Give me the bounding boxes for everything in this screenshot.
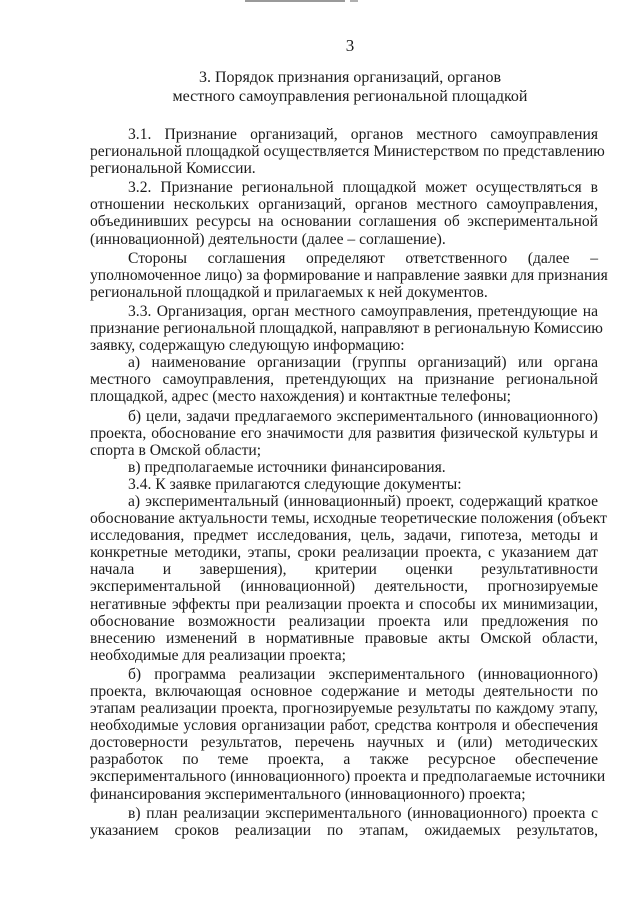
paragraph-3-3-a [90,354,598,405]
text-line: а) экспериментальный (инновационный) проект, содержащий краткое [128,492,598,510]
paragraph-3-4-a [90,492,607,664]
page-number: 3 [345,36,355,55]
text-line: региональной Комиссии. [90,160,256,178]
text-line: 3.1. Признание организаций, органов местного самоуправления [128,126,598,143]
text-line: необходимые условия организации работ, средства контроля и обеспечения [90,717,598,735]
section-heading [90,68,610,106]
paragraph-3-2 [90,179,598,247]
text-line: обоснование возможности реализации проекта или предложения по [90,612,598,630]
text-line: уполномоченное лицо) за формирование и направление заявки для признания [90,266,608,284]
text-line: исследования, предмет исследования, цель, задачи, гипотеза, методы и [90,527,598,545]
text-line: региональной площадкой осуществляется Министерством по представлению [90,143,605,161]
text-line: б) цели, задачи предлагаемого экспериментального (инновационного) [128,407,598,425]
text-line: разработок по теме проекта, а также ресурсное обеспечение [90,751,598,769]
paragraph-3-3-v [90,459,598,476]
text-line: признание региональной площадкой, направляют в региональную Комиссию [90,320,603,338]
text-line: региональной площадкой и прилагаемых к ней документов. [90,283,488,301]
paragraph-3-3-b [90,408,598,459]
text-line: начала и завершения), критерии оценки результативности [90,561,598,579]
paragraph-3-4-v [90,805,598,839]
text-line: Стороны соглашения определяют ответственного (далее – [128,249,598,267]
paragraph-3-1 [90,126,605,178]
top-edge-line [245,0,345,2]
text-line: в) план реализации экспериментального (инновационного) проекта с [128,804,598,822]
text-line: б) программа реализации экспериментального (инновационного) [128,665,598,683]
text-line: необходимые для реализации проекта; [90,646,346,664]
text-line: (инновационной) деятельности (далее – соглашение). [90,230,446,248]
text-line: достоверности результатов, перечень научных и (или) методических [90,734,598,752]
section-heading-line-2: местного самоуправления региональной площадкой [172,88,528,105]
text-line: финансирования экспериментального (инновационного) проекта; [90,785,526,803]
text-line: экспериментального (инновационного) проекта и предполагаемые источники [90,768,606,786]
paragraph-3-4-b [90,665,606,803]
text-line: 3.3. Организация, орган местного самоуправления, претендующие на [128,302,598,320]
document-body [90,126,608,839]
text-line: проекта, обоснование его значимости для развития физической культуры и [90,424,598,442]
text-line: этапам реализации проекта, прогнозируемые результаты по каждому этапу, [90,700,598,718]
text-line: спорта в Омской области; [90,441,262,459]
text-line: в) предполагаемые источники финансирования. [128,458,446,476]
text-line: внесению изменений в нормативные правовые акты Омской области, [90,629,598,647]
text-line: 3.2. Признание региональной площадкой может осуществляться в [128,179,598,197]
text-line: негативные эффекты при реализации проекта и способы их минимизации, [90,595,598,613]
top-edge-mark [350,0,358,2]
text-line: площадкой, адрес (место нахождения) и контактные телефоны; [90,388,511,406]
text-line: экспериментальной (инновационной) деятельности, прогнозируемые [90,578,598,596]
paragraph-3-3 [90,302,603,355]
paragraph-storony [90,249,608,301]
text-line: местного самоуправления, претендующих на признание региональной [90,371,598,389]
text-line: указанием сроков реализации по этапам, ожидаемых результатов, [90,821,598,839]
text-line: обоснование актуальности темы, исходные теоретические положения (объект [90,510,607,528]
text-line: проекта, включающая основное содержание и методы деятельности по [90,683,598,700]
section-heading-line-1: 3. Порядок признания организаций, органов [198,69,502,86]
text-line: 3.4. К заявке прилагаются следующие документы: [128,475,462,493]
text-line: объединивших ресурсы на основании соглашения об экспериментальной [90,213,598,231]
text-line: а) наименование организации (группы организаций) или органа [128,354,598,372]
paragraph-3-4 [90,476,598,493]
text-line: отношении нескольких организаций, органов местного самоуправления, [90,196,598,214]
text-line: заявку, содержащую следующую информацию: [90,337,405,355]
text-line: конкретные методики, этапы, сроки реализации проекта, с указанием дат [90,544,598,562]
